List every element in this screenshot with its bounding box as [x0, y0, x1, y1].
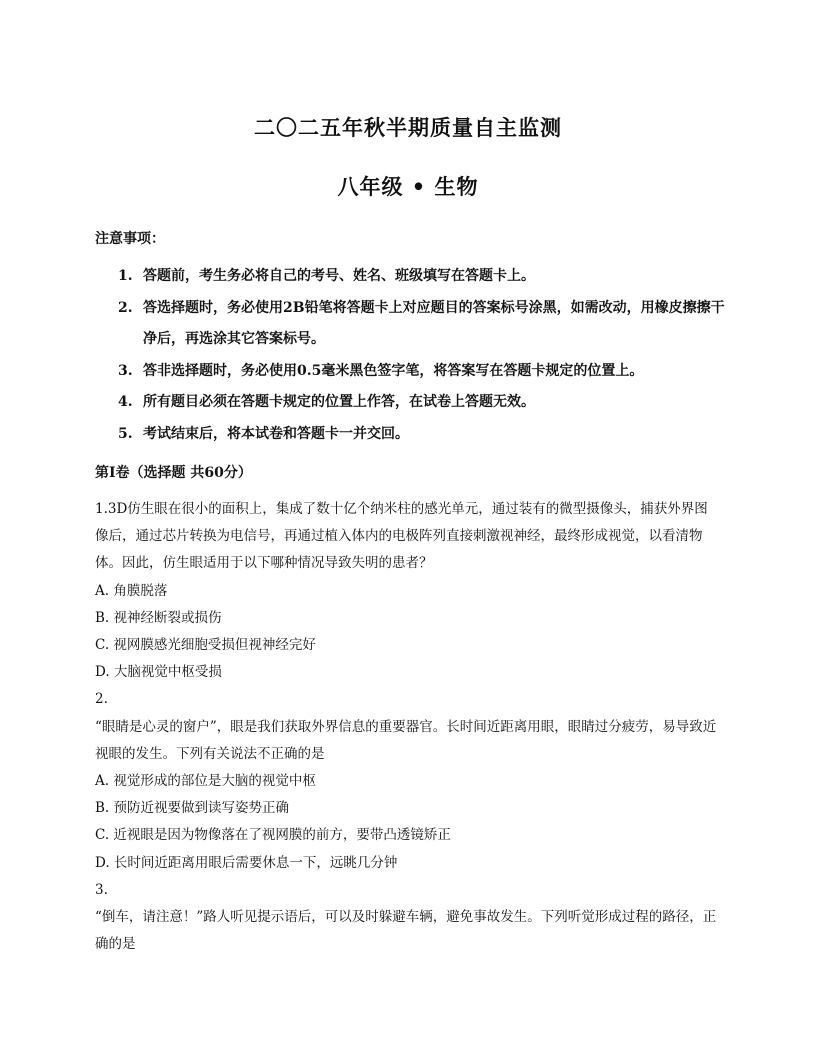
notice-text: 答选择题时，务必使用2B铅笔将答题卡上对应题目的答案标号涂黑，如需改动，用橡皮擦擦干净后，再选涂其它答案标号。: [143, 299, 725, 347]
notice-item: [118, 356, 738, 388]
notice-item: [118, 419, 738, 451]
question-1: [95, 496, 719, 578]
notice-text: 答非选择题时，务必使用0.5毫米黑色签字笔，将答案写在答题卡规定的位置上。: [143, 362, 644, 379]
notice-number: 3.: [118, 362, 133, 379]
notice-number: 2.: [118, 299, 133, 316]
option-d: D. 长时间近距离用眼后需要休息一下，远眺几分钟: [95, 854, 398, 871]
notice-list: [118, 261, 738, 450]
question-number: 2.: [95, 691, 108, 708]
notice-item: [118, 293, 738, 356]
option-a: A. 视觉形成的部位是大脑的视觉中枢: [95, 773, 316, 790]
question-number: 3.: [95, 881, 108, 898]
option-b: B. 视神经断裂或损伤: [95, 609, 222, 626]
option-a: A. 角膜脱落: [95, 582, 168, 599]
question-number: 1.: [95, 501, 108, 517]
notice-text: 考试结束后，将本试卷和答题卡一并交回。: [143, 425, 409, 442]
notice-item: [118, 261, 738, 293]
exam-title: 二〇二五年秋半期质量自主监测: [254, 115, 562, 140]
notice-number: 4.: [118, 394, 133, 410]
notice-item: [118, 387, 738, 419]
notice-text: 所有题目必须在答题卡规定的位置上作答，在试卷上答题无效。: [143, 394, 535, 410]
exam-subtitle: 八年级 • 生物: [337, 174, 479, 199]
question-list: [95, 496, 719, 958]
question-stem: “倒车，请注意！”路人听见提示语后，可以及时躲避车辆，避免事故发生。下列听觉形成过程的路径，正确的是: [95, 909, 717, 953]
section-heading: 第Ⅰ卷（选择题 共60分）: [95, 465, 252, 481]
notice-heading: 注意事项：: [95, 231, 165, 247]
option-d: D. 大脑视觉中枢受损: [95, 664, 222, 681]
notice-number: 5.: [118, 425, 133, 442]
notice-text: 答题前，考生务必将自己的考号、姓名、班级填写在答题卡上。: [143, 268, 535, 284]
question-stem: 3D仿生眼在很小的面积上，集成了数十亿个纳米柱的感光单元，通过装有的微型摄像头，捕获外界图像后，通过芯片转换为电信号，再通过植入体内的电极阵列直接刺激视神经，最终形成视觉，以看清物体。因此，仿生眼适用于以下哪种情况导致失明的患者？: [95, 501, 708, 572]
option-b: B. 预防近视要做到读写姿势正确: [95, 800, 290, 817]
option-c: C. 近视眼是因为物像落在了视网膜的前方，要带凸透镜矫正: [95, 827, 451, 844]
question-stem: “眼睛是心灵的窗户”，眼是我们获取外界信息的重要器官。长时间近距离用眼，眼睛过分疲劳，易导致近视眼的发生。下列有关说法不正确的是: [95, 718, 717, 762]
notice-number: 1.: [118, 268, 133, 284]
option-c: C. 视网膜感光细胞受损但视神经完好: [95, 637, 316, 654]
